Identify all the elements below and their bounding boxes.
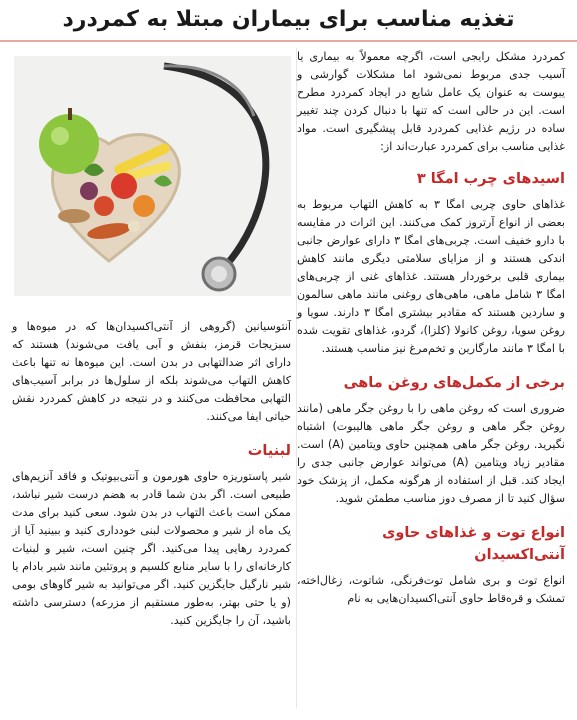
intro-paragraph: کمردرد مشکل رایجی است، اگرچه معمولاً به بیماری یا آسیب جدی مربوط نمی‌شود اما مشکلات گوارشی و یبوست به عنوان یک عامل شایع در ایجاد کمردرد مطرح است. این در حالی است که تنها با دنبال کردن چند تغییر ساده در رژیم غذایی کمردرد قابل پیشگیری است. مواد غذایی مناسب برای کمردرد عبارت‌اند از:: [297, 50, 565, 153]
section-body-omega3: غذاهای حاوی چربی امگا ۳ به کاهش التهاب مربوط به بعضی از انواع آرتروز کمک می‌کنند. این اثرات در مقایسه با دارو خفیف است. چربی‌های امگا ۳ دارای عوارض جانبی اندکی هستند و از مزایای سلامتی دیگری مانند کاهش بیماری قلبی برخوردار هستند. غذاهای غنی از چربی‌های امگا ۳ شامل ماهی، ماهی‌های روغنی مانند ماهی سالمون و ساردین هستند که مقادیر بیشتری امگا ۳ دارند. سویا و روغن سویا، روغن کانولا (کلزا)، گردو، غذاهای تقویت شده با امگا ۳ مانند مارگارین و تخم‌مرغ نیز مناسب هستند.: [297, 198, 566, 355]
section-heading-fish-oil: برخی از مکمل‌های روغن ماهی: [343, 375, 565, 391]
article-photo: [14, 56, 291, 296]
right-column: [297, 48, 565, 608]
section-heading-omega3: اسیدهای چرب امگا ۳: [416, 171, 565, 187]
section-heading-dairy: لبنیات: [247, 443, 291, 459]
section-heading-berries: انواع توت و غذاهای حاوی آنتی‌اکسیدان: [382, 525, 565, 563]
section-body-fish-oil: ضروری است که روغن ماهی را با روغن جگر ماهی (مانند روغن جگر ماهی و روغن جگر ماهی هالیبوت) اشتباه نگیرید. روغن جگر ماهی همچنین حاوی ویتامین (A) است. مقادیر زیاد ویتامین (A) می‌تواند عوارض جانبی جدی را ایجاد کند. قبل از استفاده از هرگونه مکمل، از پزشک خود سؤال کنید تا از مصرف دوز مناسب مطمئن شوید.: [297, 402, 565, 505]
article-title: تغذیه مناسب برای بیماران مبتلا به کمردرد: [0, 0, 577, 42]
berries-continuation-paragraph: آنتوسیانین (گروهی از آنتی‌اکسیدان‌ها که در میوه‌ها و سبزیجات قرمز، بنفش و آبی یافت می‌شوند) هستند که دارای اثر ضدالتهابی در بدن است. این میوه‌ها نه تنها باعث کاهش التهاب می‌شوند بلکه از سلول‌ها در برابر آسیب‌های التهابی محافظت می‌کنند و در نتیجه در کاهش کمردرد نقش حیاتی ایفا می‌کنند.: [12, 320, 291, 423]
section-body-berries: انواع توت و بری شامل توت‌فرنگی، شاتوت، زغال‌اخته، تمشک و قره‌قاط حاوی آنتی‌اکسیدان‌هایی به نام: [297, 574, 565, 605]
left-column: [12, 318, 291, 630]
section-body-dairy: شیر پاستوریزه حاوی هورمون و آنتی‌بیوتیک و فاقد آنزیم‌های طبیعی است. اگر بدن شما قادر به هضم درست شیر نباشد، ممکن است باعث التهاب در بدن شود. سعی کنید برای مدت یک ماه از شیر و محصولات لبنی خودداری کنید و ببینید آیا از کمردرد رهایی پیدا می‌کنید. اگر چنین است، شیر و لبنیات کارخانه‌ای را با سایر منابع کلسیم و پروتئین مانند شیر بادام یا شیر نارگیل جایگزین کنید. اگر می‌توانید به شیر گاوهای بومی (و یا حتی بهتر، به‌طور مستقیم از مزرعه) دسترسی داشته باشید، آن را جایگزین کنید.: [12, 470, 291, 627]
heart-bowl-stethoscope-illustration: [14, 56, 291, 296]
